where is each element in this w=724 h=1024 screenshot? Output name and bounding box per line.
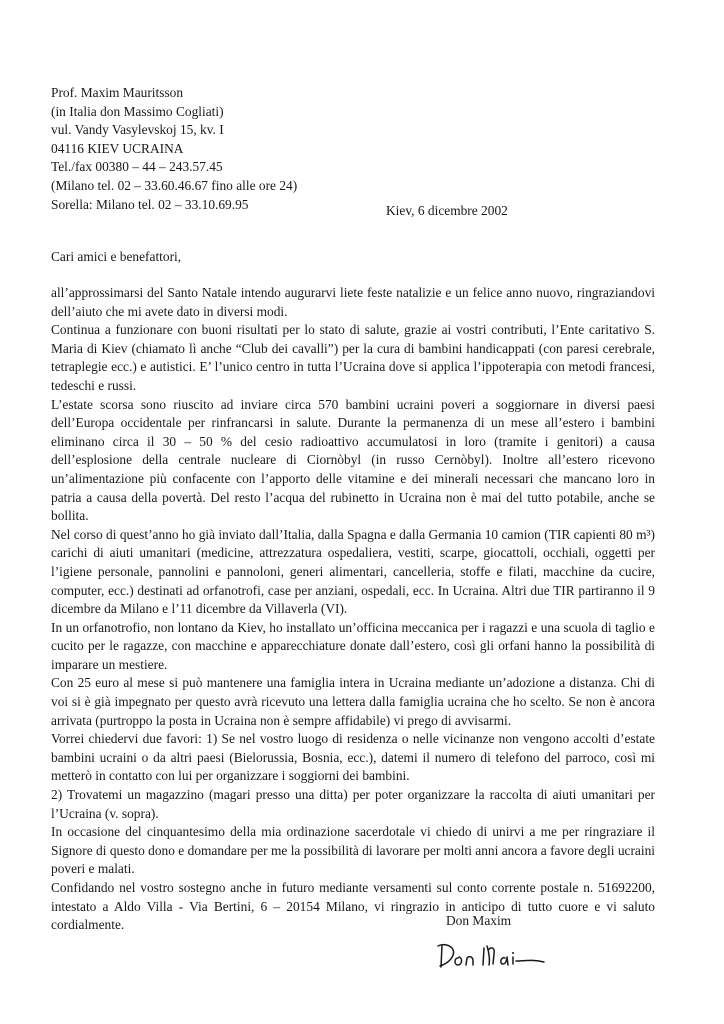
handwritten-signature — [432, 934, 550, 974]
sender-name: Prof. Maxim Mauritsson — [51, 85, 184, 100]
sender-telfax: Tel./fax 00380 – 44 – 243.57.45 — [51, 159, 223, 175]
paragraph-summer-children: L’estate scorsa sono riuscito ad inviare circa 570 bambini ucraini poveri a soggiornare in diversi paesi dell’Europa occidentale per rinfrancarsi in salute. Durante la permanenza di un mese all’estero i bambini eliminano circa il 30 – 50 % del cesio radioattivo accumulatosi in loro (tramite i genitori) a causa dell’esplosione della centrale nucleare di Ciornòbyl (in russo Cernòbyl). Inoltre all’estero ricevono un’alimentazione più confacente con l’apporto delle vitamine e dei minerali necessari che mancano loro in patria a causa della povertà. Del resto l’acqua del rubinetto in Ucraina non è mai del tutto potabile, anche se bollita. — [51, 396, 655, 524]
letter-date: Kiev, 6 dicembre 2002 — [386, 203, 508, 218]
sender-italian-name: (in Italia don Massimo Cogliati) — [51, 103, 224, 119]
paragraph-christmas-wishes: all’approssimarsi del Santo Natale intendo augurarvi liete feste natalizie e un felice anno nuovo, ringraziandovi dell’aiuto che mi avete dato in diversi modi. — [51, 285, 655, 319]
sender-sister-tel: Sorella: Milano tel. 02 – 33.10.69.95 — [51, 196, 249, 212]
paragraph-orphanage-workshop: In un orfanotrofio, non lontano da Kiev, ho installato un’officina meccanica per i ragazzi e una scuola di taglio e cucito per le ragazze, con macchine e apparecchiature donate dall’estero, così gli orfani hanno la possibilità di imparare un mestiere. — [51, 619, 655, 672]
sender-city: 04116 KIEV UCRAINA — [51, 140, 184, 156]
paragraph-distance-adoption: Con 25 euro al mese si può mantenere una famiglia intera in Ucraina mediante un’adozione a distanza. Chi di voi si è già impegnato per questo avrà ricevuto una lettera dalla famiglia ucraina che ho scelto. Se non è ancora arrivata (purtroppo la posta in Ucraina non è sempre affidabile) vi prego di avvisarmi. — [51, 675, 655, 728]
sender-street: vul. Vandy Vasylevskoj 15, kv. I — [51, 122, 224, 138]
paragraph-humanitarian-trucks: Nel corso di quest’anno ho già inviato dall’Italia, dalla Spagna e dalla Germania 10 camion (TIR capienti 80 m³) carichi di aiuti umanitari (medicine, attrezzatura ospedaliera, vestiti, scarpe, giocattoli, occhiali, oggetti per l’igiene personale, pannolini e pannoloni, generi alimentari, cancelleria, stoffe e filati, macchine da cucire, computer, ecc.) destinati ad orfanotrofi, case per anziani, ospedali, ecc. In Ucraina. Altri due TIR partiranno il 9 dicembre da Milano e l’11 dicembre da Villaverla (VI). — [51, 526, 655, 617]
paragraph-favor-one: Vorrei chiedervi due favori: 1) Se nel vostro luogo di residenza o nelle vicinanze non vengono accolti d’estate bambini ucraini o da altri paesi (Bielorussia, Bosnia, ecc.), datemi il numero di telefono del parroco, così mi metterò in contatto con lui per organizzare i soggiorni dei bambini. — [51, 731, 655, 784]
sender-address-block — [51, 84, 511, 214]
paragraph-postal-account: Confidando nel vostro sostegno anche in futuro mediante versamenti sul conto corrente postale n. 51692200, intestato a Aldo Villa - Via Bertini, 6 – 20154 Milano, vi ringrazio in anticipo di tutto cuore e vi saluto cordialmente. — [51, 880, 655, 933]
closing-name: Don Maxim — [446, 913, 512, 928]
letter-body — [51, 284, 655, 935]
sender-milano-tel: (Milano tel. 02 – 33.60.46.67 fino alle ore 24) — [51, 177, 298, 193]
letter-greeting: Cari amici e benefattori, — [51, 249, 182, 264]
paragraph-hippotherapy-center: Continua a funzionare con buoni risultati per lo stato di salute, grazie ai vostri contributi, l’Ente caritativo S. Maria di Kiev (chiamato lì anche “Club dei cavalli”) per la cura di bambini handicappati (con paresi cerebrale, tetraplegie ecc.) e autistici. E’ l’unico centro in tutta l’Ucraina dove si applica l’ippoterapia con metodi francesi, tedeschi e russi. — [51, 322, 655, 393]
paragraph-ordination-anniversary: In occasione del cinquantesimo della mia ordinazione sacerdotale vi chiedo di unirvi a me per ringraziare il Signore di questo dono e domandare per me la possibilità di lavorare per molti anni ancora a favore degli ucraini poveri e malati. — [51, 824, 655, 877]
paragraph-favor-two: 2) Trovatemi un magazzino (magari presso una ditta) per poter organizzare la raccolta di aiuti umanitari per l’Ucraina (v. sopra). — [51, 787, 655, 821]
